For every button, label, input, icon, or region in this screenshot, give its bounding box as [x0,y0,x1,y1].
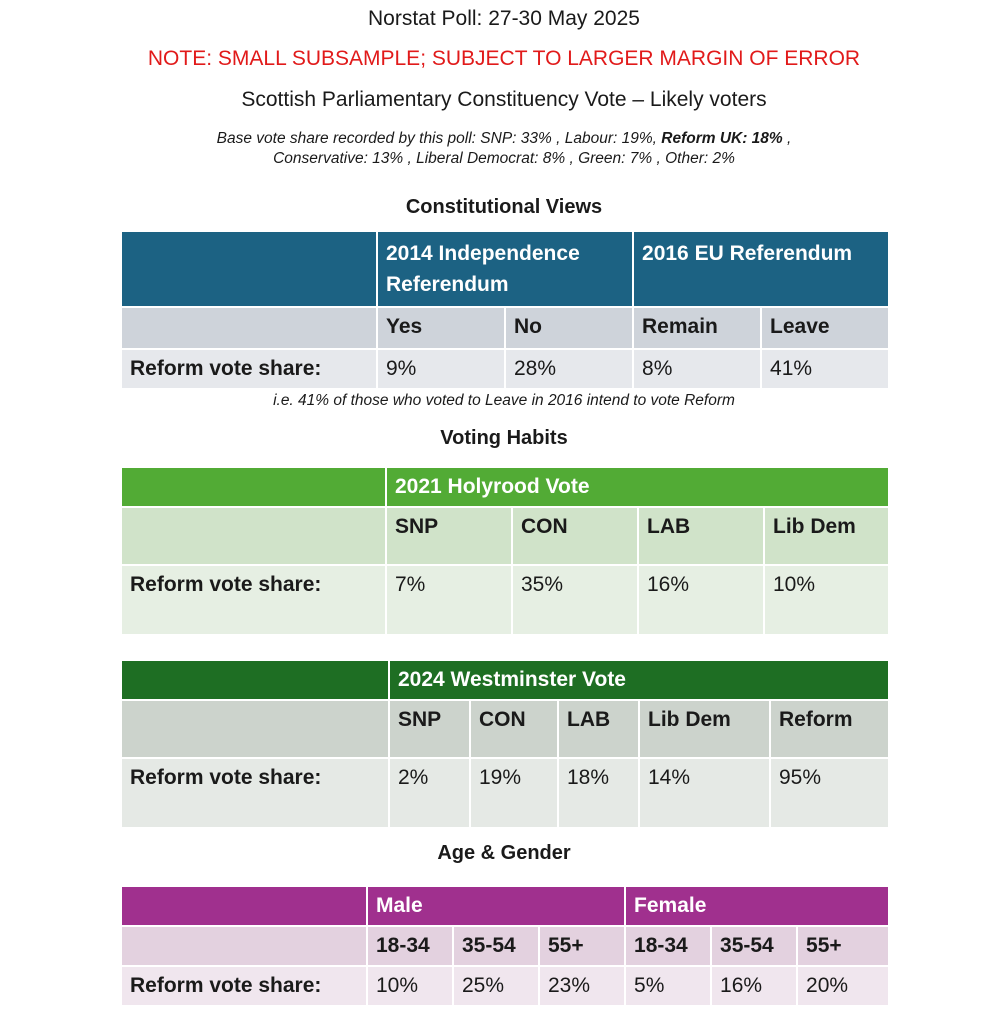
column-header: SNP [386,507,512,565]
holyrood-table [120,466,890,636]
value-cell: 16% [638,565,764,635]
subheader-blank [121,307,377,349]
header-blank [121,231,377,307]
value-cell: 28% [505,349,633,389]
column-header: LAB [638,507,764,565]
column-header: Reform [770,700,889,758]
westminster-table [120,659,890,829]
header-blank [121,660,389,700]
value-cell: 23% [539,966,625,1006]
group-header-euref: 2016 EU Referendum [633,231,889,307]
value-cell: 19% [470,758,558,828]
column-header: 35-54 [711,926,797,966]
column-header: 55+ [539,926,625,966]
age-gender-title: Age & Gender [437,842,571,864]
base-reform-bold: Reform UK: 18% [661,130,783,147]
female-header: Female [625,886,889,926]
column-header: Remain [633,307,761,349]
row-label: Reform vote share: [121,349,377,389]
poll-title: Norstat Poll: 27-30 May 2025 [368,7,640,30]
value-cell: 16% [711,966,797,1006]
column-header: Lib Dem [764,507,889,565]
voting-habits-title: Voting Habits [440,427,568,449]
value-cell: 2% [389,758,470,828]
poll-subtitle: Scottish Parliamentary Constituency Vote – Likely voters [241,88,767,111]
column-header: 18-34 [625,926,711,966]
value-cell: 8% [633,349,761,389]
base-text: Base vote share recorded by this poll: SNP: 33% , Labour: 19%, [216,130,662,147]
header-blank [121,886,367,926]
base-suffix: , [782,130,792,147]
subheader-blank [121,700,389,758]
column-header: LAB [558,700,639,758]
base-vote-share [0,129,1008,169]
sample-note: NOTE: SMALL SUBSAMPLE; SUBJECT TO LARGER MARGIN OF ERROR [147,47,861,70]
value-cell: 95% [770,758,889,828]
constitutional-table [120,230,890,390]
value-cell: 14% [639,758,770,828]
male-header: Male [367,886,625,926]
value-cell: 41% [761,349,889,389]
column-header: No [505,307,633,349]
column-header: Leave [761,307,889,349]
column-header: 35-54 [453,926,539,966]
age-gender-table [120,885,890,1007]
column-header: 55+ [797,926,889,966]
value-cell: 18% [558,758,639,828]
row-label: Reform vote share: [121,565,386,635]
value-cell: 10% [367,966,453,1006]
row-label: Reform vote share: [121,966,367,1006]
subheader-blank [121,926,367,966]
subheader-blank [121,507,386,565]
constitutional-title: Constitutional Views [405,196,603,218]
westminster-header: 2024 Westminster Vote [389,660,889,700]
value-cell: 25% [453,966,539,1006]
value-cell: 20% [797,966,889,1006]
column-header: 18-34 [367,926,453,966]
row-label: Reform vote share: [121,758,389,828]
value-cell: 9% [377,349,505,389]
value-cell: 35% [512,565,638,635]
column-header: Lib Dem [639,700,770,758]
holyrood-header: 2021 Holyrood Vote [386,467,889,507]
group-header-indyref: 2014 Independence Referendum [377,231,633,307]
column-header: Yes [377,307,505,349]
value-cell: 5% [625,966,711,1006]
column-header: CON [470,700,558,758]
column-header: SNP [389,700,470,758]
value-cell: 10% [764,565,889,635]
leave-caption: i.e. 41% of those who voted to Leave in 2016 intend to vote Reform [273,392,735,409]
base-text-line2: Conservative: 13% , Liberal Democrat: 8% , Green: 7% , Other: 2% [273,150,735,167]
header-blank [121,467,386,507]
value-cell: 7% [386,565,512,635]
column-header: CON [512,507,638,565]
